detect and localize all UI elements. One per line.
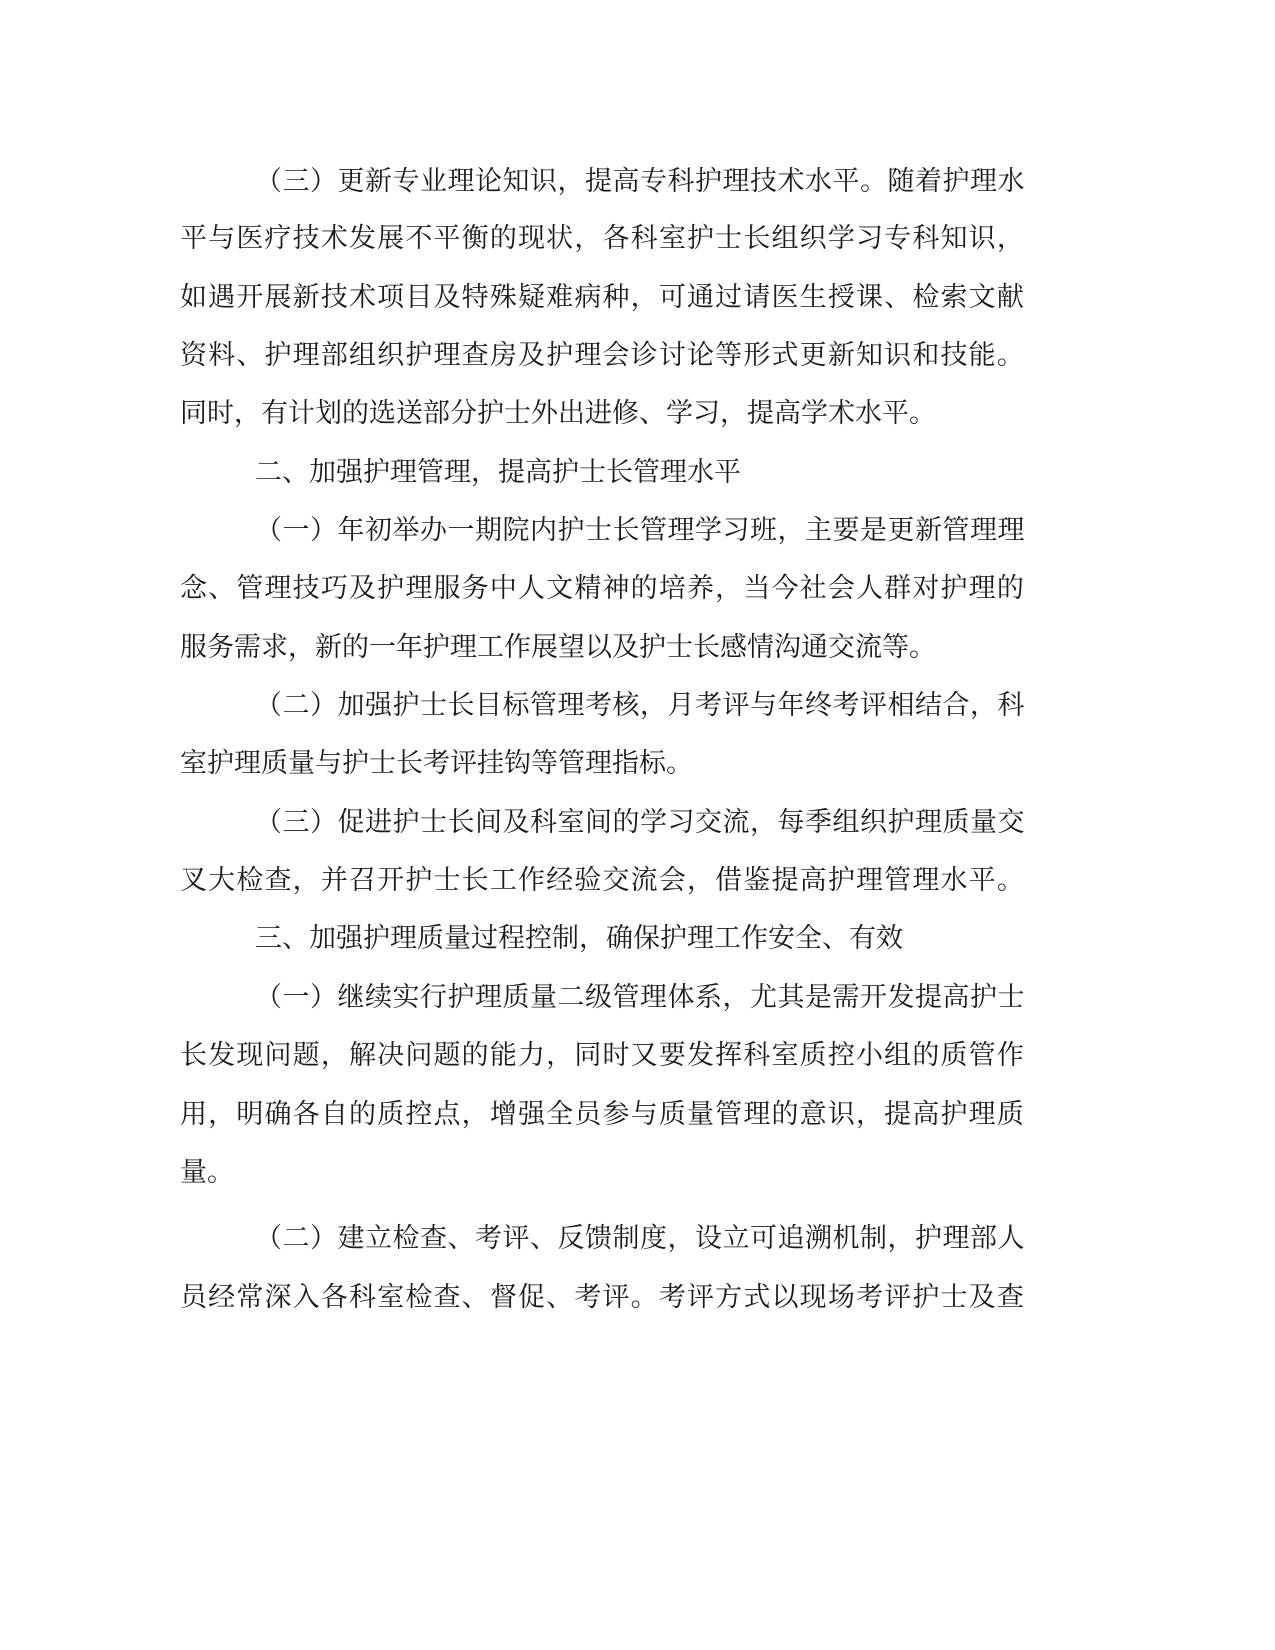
paragraph-line: 量。 xyxy=(180,1157,234,1188)
paragraph-line: （一）继续实行护理质量二级管理体系，尤其是需开发提高护士 xyxy=(255,982,1025,1013)
paragraph-line: 用，明确各自的质控点，增强全员参与质量管理的意识，提高护理质 xyxy=(180,1099,1025,1130)
paragraph-line: 服务需求，新的一年护理工作展望以及护士长感情沟通交流等。 xyxy=(180,632,936,663)
paragraph-line: 同时，有计划的选送部分护士外出进修、学习，提高学术水平。 xyxy=(180,398,936,429)
paragraph-line: 念、管理技巧及护理服务中人文精神的培养，当今社会人群对护理的 xyxy=(180,573,1025,604)
paragraph-line: （二）加强护士长目标管理考核，月考评与年终考评相结合，科 xyxy=(255,690,1025,721)
section-heading: 二、加强护理管理，提高护士长管理水平 xyxy=(255,457,741,488)
paragraph-line: 如遇开展新技术项目及特殊疑难病种，可通过请医生授课、检索文献 xyxy=(180,282,1025,313)
paragraph-line: （一）年初举办一期院内护士长管理学习班，主要是更新管理理 xyxy=(255,515,1025,546)
paragraph-line: （三）促进护士长间及科室间的学习交流，每季组织护理质量交 xyxy=(255,807,1025,838)
paragraph-line: 叉大检查，并召开护士长工作经验交流会，借鉴提高护理管理水平。 xyxy=(180,865,1025,896)
paragraph-line: 平与医疗技术发展不平衡的现状，各科室护士长组织学习专科知识， xyxy=(180,223,1025,254)
paragraph-line: 员经常深入各科室检查、督促、考评。考评方式以现场考评护士及查 xyxy=(180,1282,1025,1313)
paragraph-line: 资料、护理部组织护理查房及护理会诊讨论等形式更新知识和技能。 xyxy=(180,340,1025,371)
paragraph-line: （三）更新专业理论知识，提高专科护理技术水平。随着护理水 xyxy=(255,166,1025,197)
paragraph-line: （二）建立检查、考评、反馈制度，设立可追溯机制，护理部人 xyxy=(255,1223,1025,1254)
paragraph-line: 长发现问题，解决问题的能力，同时又要发挥科室质控小组的质管作 xyxy=(180,1040,1025,1071)
paragraph-line: 室护理质量与护士长考评挂钩等管理指标。 xyxy=(180,748,693,779)
section-heading: 三、加强护理质量过程控制，确保护理工作安全、有效 xyxy=(255,923,903,954)
